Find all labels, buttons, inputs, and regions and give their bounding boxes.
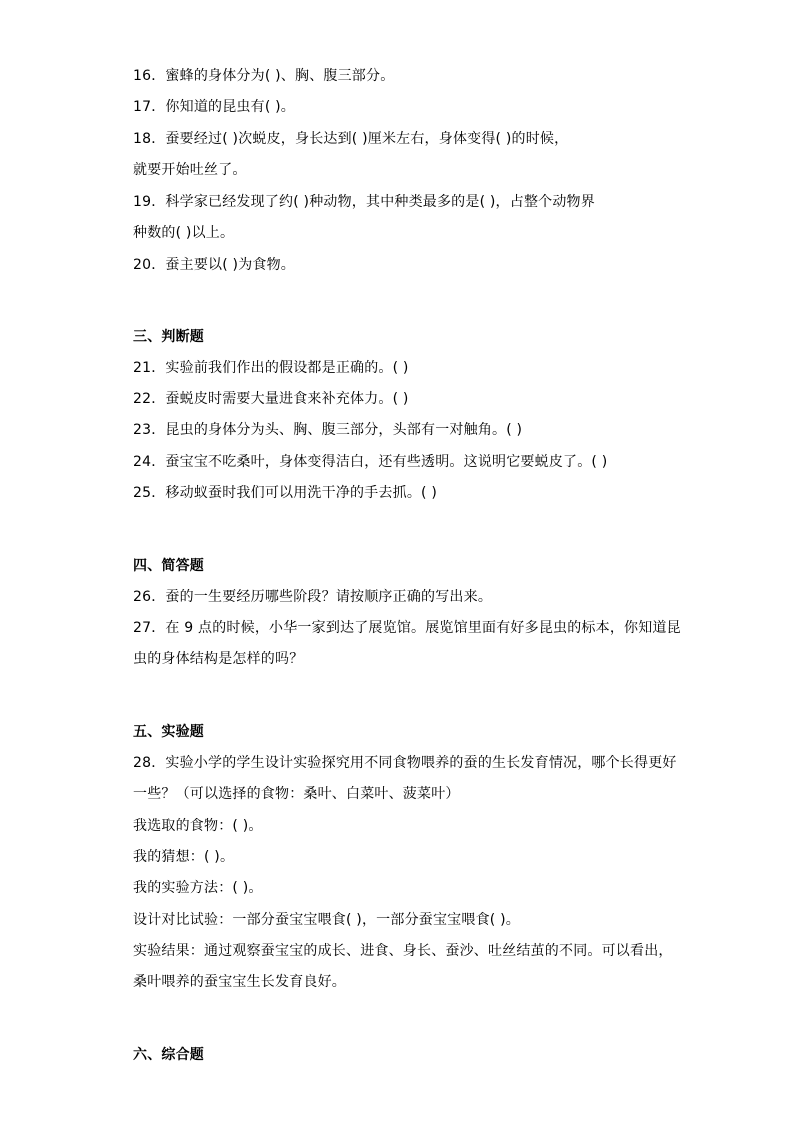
question-17: 17．你知道的昆虫有( )。	[133, 99, 295, 115]
question-21: 21．实验前我们作出的假设都是正确的。( )	[133, 360, 409, 376]
question-22: 22．蚕蜕皮时需要大量进食来补充体力。( )	[133, 391, 409, 407]
question-19-line-2: 种数的( )以上。	[133, 225, 235, 241]
experiment-method: 我的实验方法：( )。	[133, 880, 263, 896]
question-18-line-1: 18．蚕要经过( )次蜕皮，身长达到( )厘米左右，身体变得( )的时候，	[133, 131, 569, 147]
experiment-food-choice: 我选取的食物：( )。	[133, 818, 263, 834]
question-19-line-1: 19．科学家已经发现了约( )种动物，其中种类最多的是( )，占整个动物界	[133, 194, 595, 210]
question-16: 16．蜜蜂的身体分为( )、胸、腹三部分。	[133, 68, 395, 84]
question-27-line-1: 27．在 9 点的时候，小华一家到达了展览馆。展览馆里面有好多昆虫的标本，你知道昆	[133, 620, 681, 636]
experiment-guess: 我的猜想：( )。	[133, 849, 235, 865]
experiment-result-line-2: 桑叶喂养的蚕宝宝生长发育良好。	[133, 974, 346, 990]
question-18-line-2: 就要开始吐丝了。	[133, 162, 247, 178]
experiment-design: 设计对比试验：一部分蚕宝宝喂食( )，一部分蚕宝宝喂食( )。	[133, 912, 520, 928]
section-heading-comprehensive: 六、综合题	[133, 1047, 204, 1063]
question-26: 26．蚕的一生要经历哪些阶段？请按顺序正确的写出来。	[133, 589, 493, 605]
question-28-line-2: 一些？（可以选择的食物：桑叶、白菜叶、菠菜叶）	[133, 786, 460, 802]
experiment-result-line-1: 实验结果：通过观察蚕宝宝的成长、进食、身长、蚕沙、吐丝结茧的不同。可以看出，	[133, 943, 673, 959]
section-heading-short-answer: 四、简答题	[133, 558, 204, 574]
question-28-line-1: 28．实验小学的学生设计实验探究用不同食物喂养的蚕的生长发育情况，哪个长得更好	[133, 755, 677, 771]
question-27-line-2: 虫的身体结构是怎样的吗？	[133, 651, 304, 667]
section-heading-experiment: 五、实验题	[133, 724, 204, 740]
question-20: 20．蚕主要以( )为食物。	[133, 257, 295, 273]
question-23: 23．昆虫的身体分为头、胸、腹三部分，头部有一对触角。( )	[133, 422, 523, 438]
question-24: 24．蚕宝宝不吃桑叶，身体变得洁白，还有些透明。这说明它要蜕皮了。( )	[133, 454, 608, 470]
section-heading-judge: 三、判断题	[133, 329, 204, 345]
question-25: 25．移动蚁蚕时我们可以用洗干净的手去抓。( )	[133, 485, 437, 501]
